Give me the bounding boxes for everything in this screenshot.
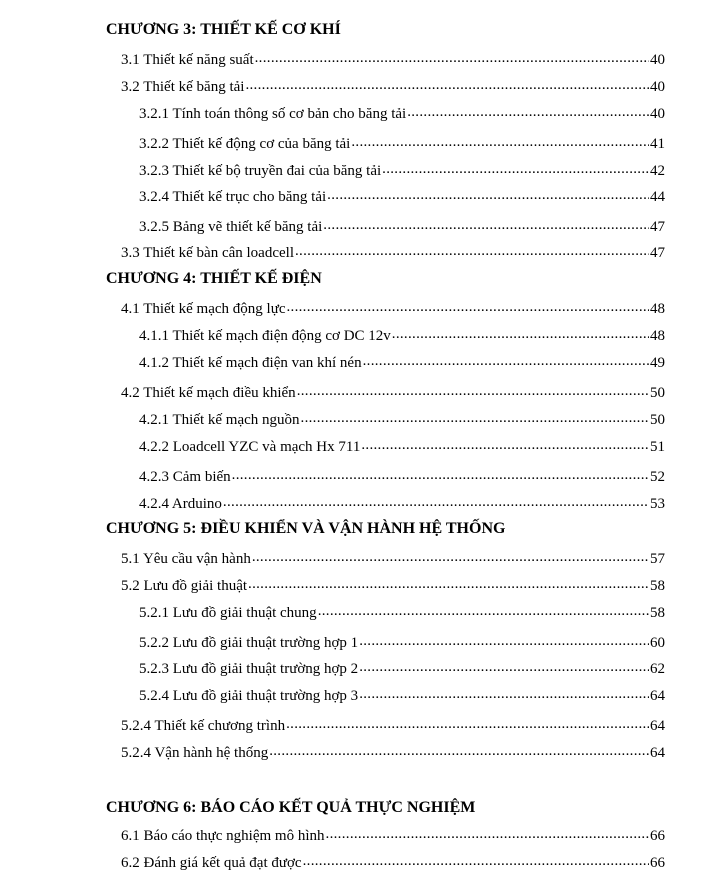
toc-entry-page: 64 xyxy=(650,745,665,761)
dot-leader xyxy=(245,77,649,91)
toc-entry-label: 5.2.1 Lưu đồ giải thuật chung xyxy=(139,605,317,621)
toc-entry[interactable] xyxy=(121,77,665,96)
toc-entry[interactable] xyxy=(121,299,665,318)
toc-entry-label: 4.2.4 Arduino xyxy=(139,496,222,512)
toc-entry-label: 5.2.3 Lưu đồ giải thuật trường hợp 2 xyxy=(139,661,359,677)
toc-entry[interactable] xyxy=(139,353,665,372)
dot-leader xyxy=(327,187,649,201)
toc-entry[interactable] xyxy=(139,161,665,180)
toc-entry-page: 47 xyxy=(650,219,665,235)
dot-leader xyxy=(297,383,649,397)
dot-leader xyxy=(382,161,649,175)
toc-entry-label: 3.2.4 Thiết kế trục cho băng tải xyxy=(139,189,327,205)
dot-leader xyxy=(318,603,649,617)
toc-entry[interactable] xyxy=(139,410,665,429)
dot-leader xyxy=(255,50,649,64)
dot-leader xyxy=(248,576,649,590)
toc-entry[interactable] xyxy=(139,686,665,705)
toc-entry[interactable] xyxy=(121,853,665,872)
toc-entry-page: 58 xyxy=(650,605,665,621)
dot-leader xyxy=(269,743,649,757)
toc-entry[interactable] xyxy=(139,326,665,345)
toc-entry-page: 44 xyxy=(650,189,665,205)
toc-entry[interactable] xyxy=(121,576,665,595)
chapter-heading: CHƯƠNG 3: THIẾT KẾ CƠ KHÍ xyxy=(106,21,341,38)
toc-entry-label: 5.1 Yêu cầu vận hành xyxy=(121,551,251,567)
dot-leader xyxy=(363,353,649,367)
dot-leader xyxy=(232,467,649,481)
dot-leader xyxy=(359,659,649,673)
toc-entry-page: 42 xyxy=(650,163,665,179)
toc-entry[interactable] xyxy=(121,826,665,845)
toc-entry[interactable] xyxy=(121,383,665,402)
toc-entry-label: 6.1 Báo cáo thực nghiệm mô hình xyxy=(121,828,325,844)
toc-entry[interactable] xyxy=(139,659,665,678)
toc-entry-label: 4.1.2 Thiết kế mạch điện van khí nén xyxy=(139,355,362,371)
toc-entry-page: 64 xyxy=(650,718,665,734)
toc-entry[interactable] xyxy=(139,187,665,206)
toc-entry-label: 3.2 Thiết kế băng tải xyxy=(121,79,245,95)
toc-entry-label: 4.1.1 Thiết kế mạch điện động cơ DC 12v xyxy=(139,328,391,344)
toc-entry-page: 50 xyxy=(650,412,665,428)
dot-leader xyxy=(323,217,649,231)
dot-leader xyxy=(286,299,649,313)
dot-leader xyxy=(392,326,649,340)
toc-entry-label: 4.2.1 Thiết kế mạch nguồn xyxy=(139,412,300,428)
toc-entry-page: 40 xyxy=(650,52,665,68)
toc-entry[interactable] xyxy=(121,743,665,762)
toc-entry-label: 3.2.2 Thiết kế động cơ của băng tải xyxy=(139,136,351,152)
toc-entry-page: 60 xyxy=(650,635,665,651)
toc-entry-page: 53 xyxy=(650,496,665,512)
toc-entry-page: 66 xyxy=(650,828,665,844)
toc-entry[interactable] xyxy=(139,217,665,236)
toc-entry[interactable] xyxy=(139,633,665,652)
toc-entry-page: 62 xyxy=(650,661,665,677)
toc-entry[interactable] xyxy=(139,437,665,456)
dot-leader xyxy=(303,853,649,867)
toc-entry-label: 4.1 Thiết kế mạch động lực xyxy=(121,301,286,317)
dot-leader xyxy=(295,243,649,257)
toc-entry-label: 4.2.2 Loadcell YZC và mạch Hx 711 xyxy=(139,439,361,455)
dot-leader xyxy=(252,549,649,563)
toc-entry[interactable] xyxy=(139,467,665,486)
dot-leader xyxy=(361,437,649,451)
toc-entry[interactable] xyxy=(121,243,665,262)
toc-entry-label: 3.2.5 Bảng vẽ thiết kế băng tải xyxy=(139,219,323,235)
toc-entry[interactable] xyxy=(121,50,665,69)
toc-entry[interactable] xyxy=(139,104,665,123)
toc-entry-page: 47 xyxy=(650,245,665,261)
toc-entry-page: 48 xyxy=(650,328,665,344)
toc-entry[interactable] xyxy=(121,716,665,735)
toc-entry-label: 5.2.4 Lưu đồ giải thuật trường hợp 3 xyxy=(139,688,359,704)
chapter-heading: CHƯƠNG 6: BÁO CÁO KẾT QUẢ THỰC NGHIỆM xyxy=(106,799,476,816)
toc-entry-page: 52 xyxy=(650,469,665,485)
toc-entry-page: 41 xyxy=(650,136,665,152)
toc-entry-label: 5.2.4 Thiết kế chương trình xyxy=(121,718,286,734)
toc-entry-label: 5.2.2 Lưu đồ giải thuật trường hợp 1 xyxy=(139,635,359,651)
toc-entry[interactable] xyxy=(139,603,665,622)
toc-entry-page: 50 xyxy=(650,385,665,401)
toc-entry-page: 40 xyxy=(650,79,665,95)
toc-entry[interactable] xyxy=(139,134,665,153)
toc-entry-label: 6.2 Đánh giá kết quả đạt được xyxy=(121,855,302,871)
toc-entry-page: 58 xyxy=(650,578,665,594)
dot-leader xyxy=(407,104,649,118)
toc-entry-page: 48 xyxy=(650,301,665,317)
dot-leader xyxy=(326,826,649,840)
toc-entry-page: 66 xyxy=(650,855,665,871)
dot-leader xyxy=(359,686,649,700)
dot-leader xyxy=(223,494,649,508)
toc-entry-page: 57 xyxy=(650,551,665,567)
dot-leader xyxy=(351,134,649,148)
toc-entry-page: 40 xyxy=(650,106,665,122)
dot-leader xyxy=(286,716,649,730)
chapter-heading: CHƯƠNG 4: THIẾT KẾ ĐIỆN xyxy=(106,270,322,287)
toc-entry-label: 3.3 Thiết kế bàn cân loadcell xyxy=(121,245,294,261)
dot-leader xyxy=(301,410,649,424)
toc-entry-label: 4.2.3 Cảm biến xyxy=(139,469,231,485)
toc-entry-label: 3.2.3 Thiết kế bộ truyền đai của băng tải xyxy=(139,163,382,179)
toc-entry-label: 5.2 Lưu đồ giải thuật xyxy=(121,578,248,594)
toc-entry-page: 64 xyxy=(650,688,665,704)
toc-entry[interactable] xyxy=(121,549,665,568)
toc-entry-page: 49 xyxy=(650,355,665,371)
toc-entry-label: 3.1 Thiết kế năng suất xyxy=(121,52,254,68)
toc-entry-page: 51 xyxy=(650,439,665,455)
toc-entry-label: 5.2.4 Vận hành hệ thống xyxy=(121,745,269,761)
chapter-heading: CHƯƠNG 5: ĐIỀU KHIỂN VÀ VẬN HÀNH HỆ THỐNG xyxy=(106,520,506,537)
dot-leader xyxy=(359,633,649,647)
toc-entry[interactable] xyxy=(139,494,665,513)
toc-entry-label: 3.2.1 Tính toán thông số cơ bản cho băng tải xyxy=(139,106,407,122)
toc-entry-label: 4.2 Thiết kế mạch điều khiển xyxy=(121,385,296,401)
